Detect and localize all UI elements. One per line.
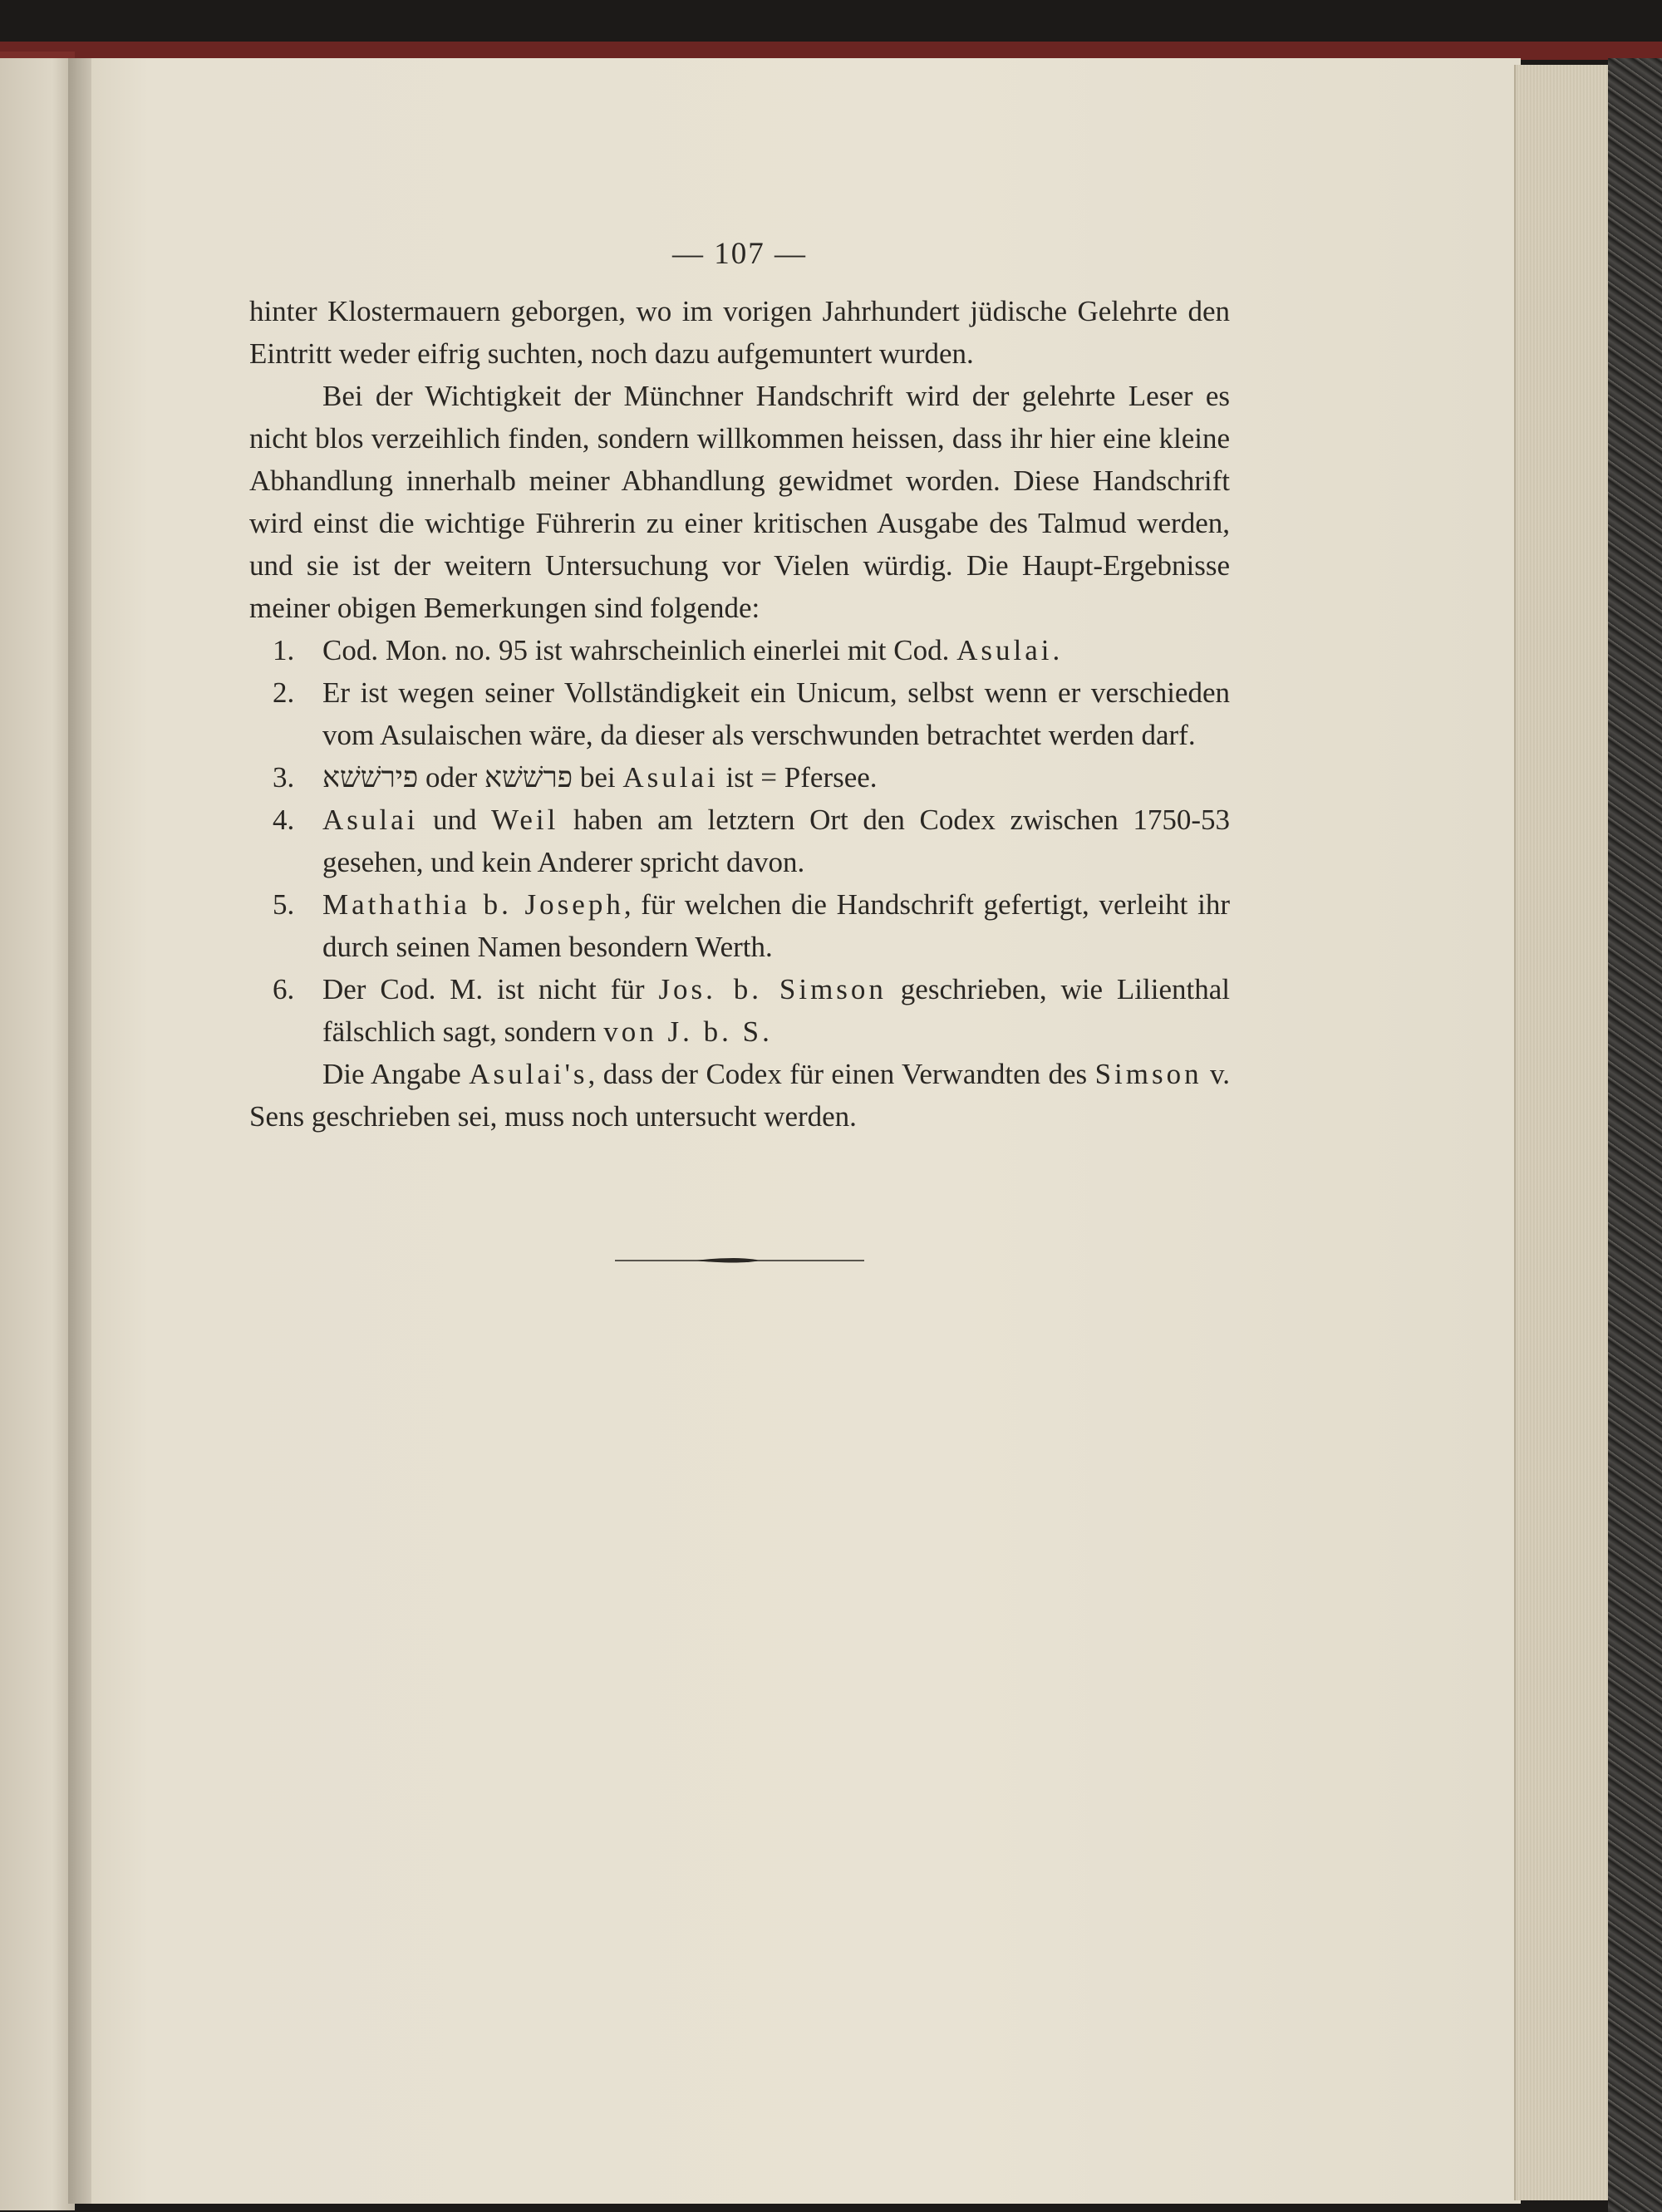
paragraph-3: Die Angabe Asulai's, dass der Codex für einen Verwandten des Simson v. Sens geschrieben sei, muss noch untersucht werden.	[249, 1058, 1230, 1133]
list-number: 5.	[273, 888, 295, 921]
list-number: 4.	[273, 804, 295, 836]
results-list	[249, 629, 1230, 1053]
list-text: פירשׁשׁא oder פרשׁשׁא bei Asulai ist = Pfersee.	[322, 761, 878, 794]
list-number: 2.	[273, 676, 295, 709]
page-text	[249, 233, 1230, 1267]
closing-ornament-rule	[615, 1254, 864, 1267]
page-number: — 107 —	[672, 237, 807, 271]
list-item	[249, 883, 1230, 968]
list-item	[249, 629, 1230, 671]
list-item	[249, 756, 1230, 799]
list-text: Cod. Mon. no. 95 ist wahrscheinlich einerlei mit Cod. Asulai.	[322, 634, 1060, 666]
book-cover-top-edge	[0, 42, 1662, 60]
paragraph-1: hinter Klostermauern geborgen, wo im vorigen Jahrhundert jüdische Gelehrte den Eintritt weder eifrig suchten, noch dazu aufgemuntert wurden.	[249, 295, 1230, 370]
list-number: 1.	[273, 634, 295, 666]
facing-page-edge	[0, 52, 75, 2210]
list-text: Er ist wegen seiner Vollständigkeit ein Unicum, selbst wenn er verschieden vom Asulaischen wäre, da dieser als verschwunden betrachtet werden darf.	[322, 676, 1230, 751]
list-text: Asulai und Weil haben am letztern Ort den Codex zwischen 1750-53 gesehen, und kein Anderer spricht davon.	[322, 804, 1230, 878]
list-item	[249, 968, 1230, 1053]
list-item	[249, 799, 1230, 883]
list-text: Der Cod. M. ist nicht für Jos. b. Simson geschrieben, wie Lilienthal fälschlich sagt, sondern von J. b. S.	[322, 973, 1230, 1048]
list-number: 3.	[273, 761, 295, 794]
page-stack-edges	[1514, 65, 1615, 2200]
marbled-cover-edge	[1608, 58, 1662, 2212]
list-text: Mathathia b. Joseph, für welchen die Handschrift gefertigt, verleiht ihr durch seinen Namen besondern Werth.	[322, 888, 1230, 963]
paragraph-2: Bei der Wichtigkeit der Münchner Handschrift wird der gelehrte Leser es nicht blos verzeihlich finden, sondern willkommen heissen, dass ihr hier eine kleine Abhandlung innerhalb meiner Abhandlung gewidmet worden. Diese Handschrift wird einst die wichtige Führerin zu einer kritischen Ausgabe des Talmud werden, und sie ist der weitern Untersuchung vor Vielen würdig. Die Haupt-Ergebnisse meiner obigen Bemerkungen sind folgende:	[249, 380, 1230, 624]
list-item	[249, 671, 1230, 756]
list-number: 6.	[273, 973, 295, 1005]
